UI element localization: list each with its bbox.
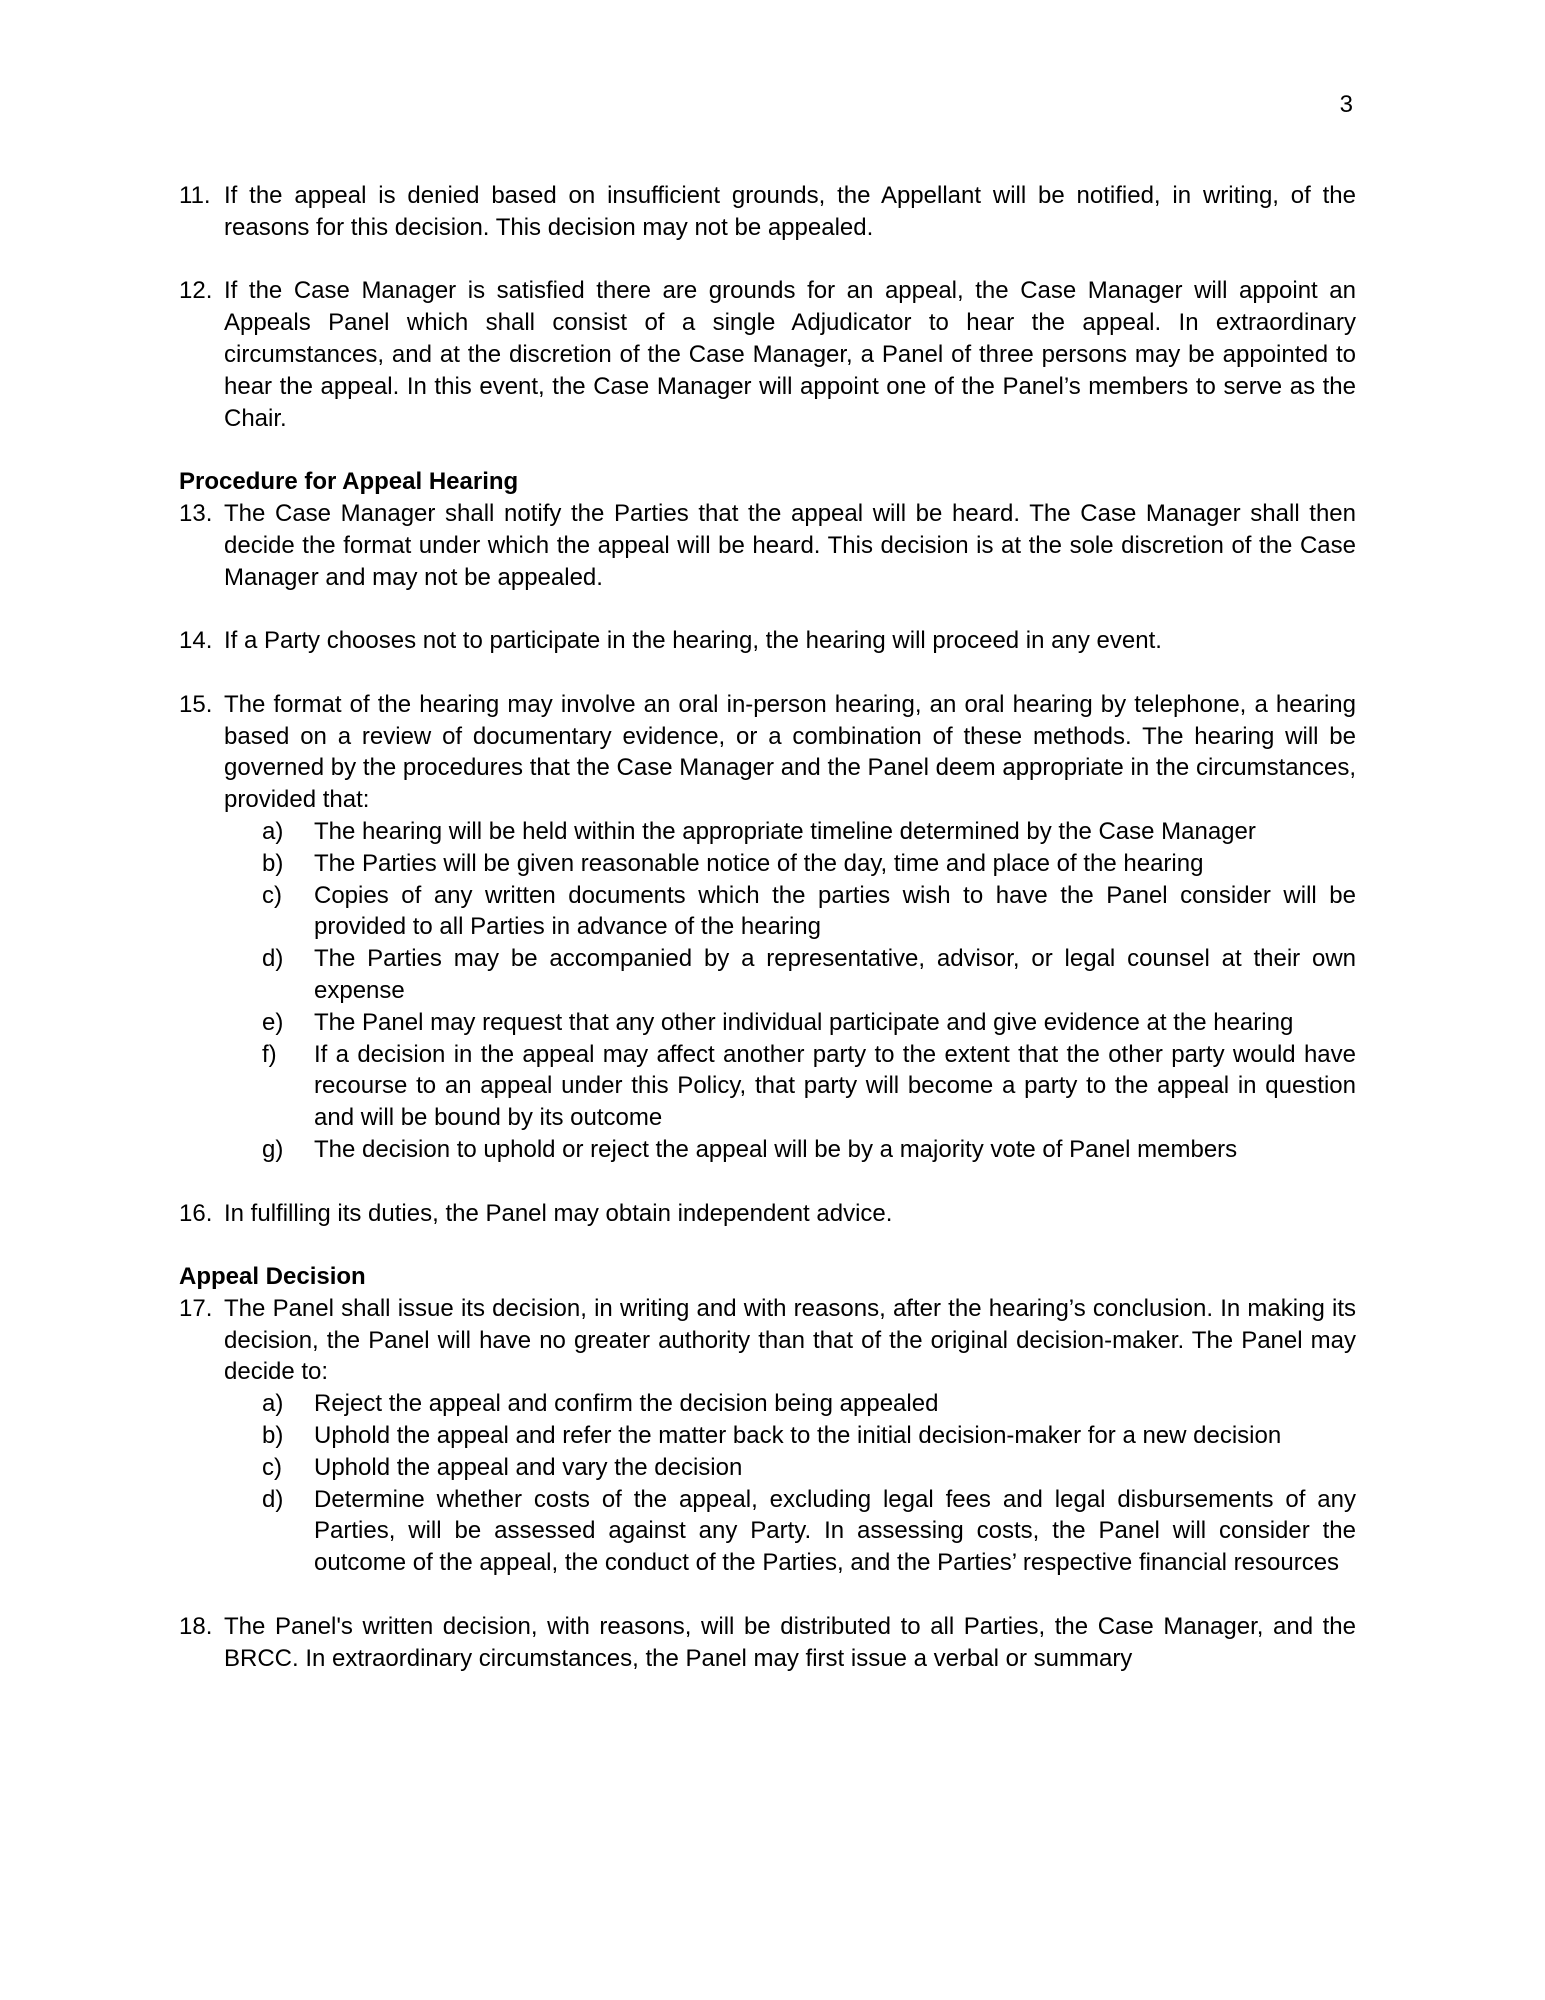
list-item [224, 816, 1356, 848]
clause-text: The Case Manager shall notify the Parties that the appeal will be heard. The Case Manager shall then decide the format under which the appeal will be heard. This decision is at the sole discretion of the Case Manager and may not be appealed. [224, 499, 1356, 591]
document-body [179, 180, 1356, 1674]
list-item-text: If a decision in the appeal may affect another party to the extent that the other party would have recourse to an appeal under this Policy, that party will become a party to the appeal in question and will be bound by its outcome [314, 1040, 1356, 1132]
list-item [224, 943, 1356, 1007]
clause-number: 12. [179, 277, 213, 305]
clause-number: 16. [179, 1199, 213, 1227]
clause-text: The format of the hearing may involve an oral in-person hearing, an oral hearing by telephone, a hearing based on a review of documentary evidence, or a combination of these methods. The hearing will be governed by the procedures that the Case Manager and the Panel deem appropriate in the circumstances, provided that: [224, 690, 1356, 814]
clause-number: 17. [179, 1294, 213, 1322]
list-item [224, 1484, 1356, 1579]
clause-17 [179, 1293, 1356, 1388]
list-letter: d) [262, 945, 284, 973]
clause-text: The Panel's written decision, with reasons, will be distributed to all Parties, the Case Manager, and the BRCC. In extraordinary circumstances, the Panel may first issue a verbal or summary [224, 1612, 1356, 1672]
clause-15-subitems [179, 816, 1356, 1166]
list-item-text: The Parties will be given reasonable notice of the day, time and place of the hearing [314, 849, 1204, 877]
clause-number: 14. [179, 627, 213, 655]
list-letter: c) [262, 1453, 282, 1481]
clause-15-group [179, 689, 1356, 1166]
list-letter: g) [262, 1135, 284, 1163]
list-item-text: Determine whether costs of the appeal, excluding legal fees and legal disbursements of any Parties, will be assessed against any Party. In assessing costs, the Panel will consider the outcome of the appeal, the conduct of the Parties, and the Parties’ respective financial resources [314, 1485, 1356, 1577]
clause-number: 13. [179, 499, 213, 527]
clause-17-subitems [179, 1388, 1356, 1579]
page-number: 3 [1339, 91, 1353, 118]
list-letter: d) [262, 1485, 284, 1513]
list-item [224, 1039, 1356, 1134]
clause-11 [179, 180, 1356, 244]
list-item [224, 1388, 1356, 1420]
list-item-text: Reject the appeal and confirm the decision being appealed [314, 1390, 939, 1418]
list-item-text: Copies of any written documents which the parties wish to have the Panel consider will be provided to all Parties in advance of the hearing [314, 881, 1356, 941]
list-item-text: Uphold the appeal and refer the matter back to the initial decision-maker for a new decision [314, 1422, 1282, 1450]
list-item [224, 1134, 1356, 1166]
clause-13 [179, 498, 1356, 593]
list-item [224, 848, 1356, 880]
clause-number: 11. [179, 182, 211, 209]
list-letter: b) [262, 849, 284, 877]
section-heading-hearing: Procedure for Appeal Hearing [179, 468, 519, 496]
section-heading-decision: Appeal Decision [179, 1263, 366, 1291]
clause-text: If a Party chooses not to participate in the hearing, the hearing will proceed in any event. [224, 627, 1162, 655]
list-item [224, 1007, 1356, 1039]
list-letter: a) [262, 817, 284, 845]
clause-16 [179, 1198, 1356, 1230]
clause-text: If the Case Manager is satisfied there are grounds for an appeal, the Case Manager will appoint an Appeals Panel which shall consist of a single Adjudicator to hear the appeal. In extraordinary circumstances, and at the discretion of the Case Manager, a Panel of three persons may be appointed to hear the appeal. In this event, the Case Manager will appoint one of the Panel’s members to serve as the Chair. [224, 277, 1356, 432]
list-letter: e) [262, 1008, 284, 1036]
list-letter: f) [262, 1040, 277, 1068]
list-item [224, 880, 1356, 944]
list-item-text: The Panel may request that any other individual participate and give evidence at the hearing [314, 1008, 1294, 1036]
list-item [224, 1420, 1356, 1452]
list-item-text: The hearing will be held within the appropriate timeline determined by the Case Manager [314, 817, 1256, 845]
clause-number: 18. [179, 1612, 213, 1640]
clause-17-group [179, 1293, 1356, 1579]
clause-text: In fulfilling its duties, the Panel may obtain independent advice. [224, 1199, 893, 1227]
clause-text: The Panel shall issue its decision, in writing and with reasons, after the hearing’s conclusion. In making its decision, the Panel will have no greater authority than that of the original decision-maker. The Panel may decide to: [224, 1294, 1356, 1386]
clause-15 [179, 689, 1356, 816]
clause-number: 15. [179, 690, 213, 718]
list-item-text: The Parties may be accompanied by a representative, advisor, or legal counsel at their own expense [314, 945, 1356, 1004]
list-letter: b) [262, 1422, 284, 1450]
list-item-text: The decision to uphold or reject the appeal will be by a majority vote of Panel members [314, 1135, 1238, 1163]
clause-18 [179, 1611, 1356, 1675]
list-letter: c) [262, 881, 282, 909]
list-letter: a) [262, 1390, 284, 1418]
clause-12 [179, 275, 1356, 434]
clause-text: If the appeal is denied based on insufficient grounds, the Appellant will be notified, in writing, of the reasons for this decision. This decision may not be appealed. [224, 182, 1356, 241]
list-item [224, 1452, 1356, 1484]
clause-14 [179, 625, 1356, 657]
list-item-text: Uphold the appeal and vary the decision [314, 1453, 743, 1481]
